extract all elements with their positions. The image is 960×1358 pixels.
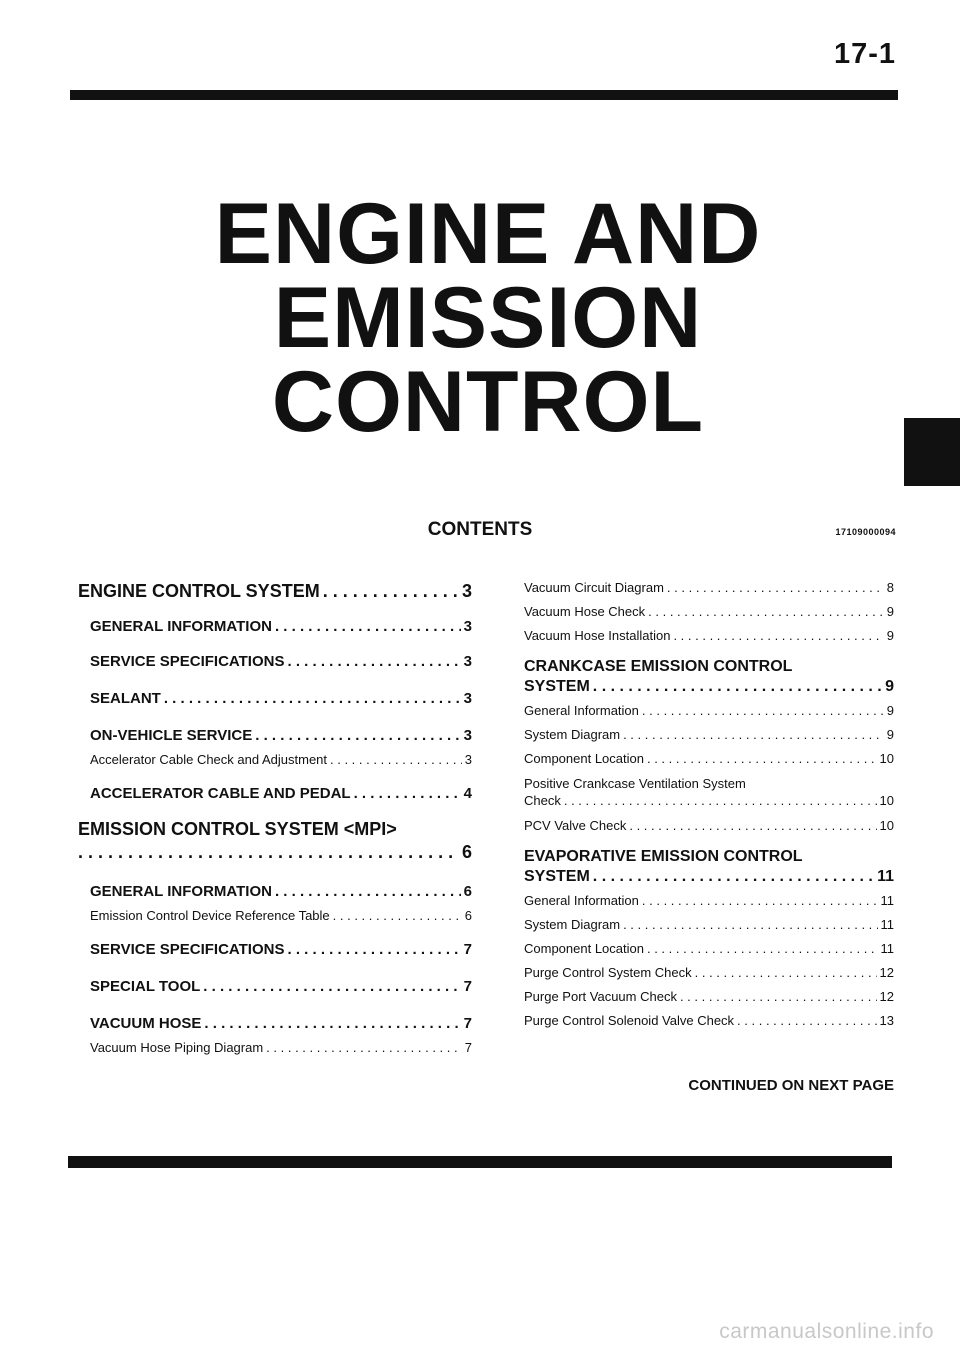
toc-entry-label: EMISSION CONTROL SYSTEM <MPI> [78,819,397,839]
toc-entry[interactable] [524,703,894,718]
dot-leader [330,752,462,767]
toc-entry-wrapped[interactable] [524,657,894,697]
toc-entry-page: 6 [463,883,472,900]
toc-entry-page: 3 [464,752,472,767]
dot-leader [680,989,877,1004]
continued-notice: CONTINUED ON NEXT PAGE [688,1077,894,1094]
dot-leader [333,908,462,923]
toc-entry[interactable] [90,690,472,707]
toc-entry-page: 7 [463,1015,472,1032]
toc-entry-wrapped[interactable] [78,818,472,863]
dot-leader [593,677,882,697]
toc-entry-page: 9 [886,703,894,718]
toc-entry-label: GENERAL INFORMATION [90,883,272,900]
chapter-title-line-3: CONTROL [271,354,705,450]
chapter-title-line-2: EMISSION [273,270,703,366]
toc-entry-label: General Information [524,893,639,908]
toc-entry[interactable] [524,580,894,595]
toc-entry-label: Component Location [524,751,644,766]
toc-entry-label: Vacuum Hose Check [524,604,646,619]
toc-entry-label: Vacuum Hose Installation [524,628,671,643]
toc-entry-page: 6 [461,842,472,862]
toc-entry-label: Vacuum Hose Piping Diagram [90,1040,264,1055]
dot-leader [695,965,877,980]
toc-entry-page: 12 [879,989,894,1004]
toc-entry[interactable] [90,1040,472,1055]
toc-entry[interactable] [90,883,472,900]
dot-leader [204,1015,460,1032]
toc-entry-label: PCV Valve Check [524,818,627,833]
toc-entry[interactable] [524,989,894,1004]
toc-entry-page: 6 [464,908,472,923]
contents-heading: CONTENTS [427,519,533,540]
toc-entry-label: System Diagram [524,727,621,742]
dot-leader [287,653,460,670]
toc-entry-page: 4 [463,785,472,802]
toc-entry[interactable] [90,908,472,923]
toc-entry-label: VACUUM HOSE [90,1015,202,1032]
toc-entry-label: GENERAL INFORMATION [90,618,272,635]
toc-entry-label: SERVICE SPECIFICATIONS [90,653,285,670]
dot-leader [354,785,461,802]
toc-entry-page: 3 [461,581,472,601]
toc-entry-page: 9 [886,727,894,742]
toc-entry-page: 7 [464,1040,472,1055]
chapter-title [80,186,896,450]
toc-entry-label: CRANKCASE EMISSION CONTROL [524,658,793,675]
toc-entry-page: 9 [885,678,894,695]
watermark: carmanualsonline.info [719,1320,934,1343]
chapter-title-line-1: ENGINE AND [214,186,762,282]
toc-entry-page: 3 [463,690,472,707]
toc-entry[interactable] [90,618,472,635]
toc-entry-label: Accelerator Cable Check and Adjustment [90,752,328,767]
toc-entry-label: Component Location [524,941,644,956]
document-code: 17109000094 [835,527,896,537]
toc-entry-second-line [78,842,472,863]
toc-entry[interactable] [524,941,894,956]
dot-leader [275,883,461,900]
dot-leader [623,917,877,932]
bottom-rule [68,1156,892,1168]
dot-leader [323,581,459,602]
toc-entry[interactable] [90,752,472,767]
toc-entry-label: EVAPORATIVE EMISSION CONTROL [524,848,803,865]
toc-entry-label: SERVICE SPECIFICATIONS [90,941,285,958]
toc-entry-second-line [524,867,894,887]
toc-entry-page: 12 [879,965,894,980]
toc-entry[interactable] [524,965,894,980]
toc-entry-wrapped[interactable] [524,847,894,887]
toc-entry-page: 8 [886,580,894,595]
toc-entry-label: Vacuum Circuit Diagram [524,580,664,595]
dot-leader [629,818,876,833]
toc-entry-page: 10 [879,751,894,766]
toc-entry-label: Emission Control Device Reference Table [90,908,330,923]
toc-entry-page: 10 [879,818,894,833]
dot-leader [642,703,884,718]
toc-entry-label: ON-VEHICLE SERVICE [90,727,253,744]
contents-left-column [78,576,472,1055]
toc-entry-page: 3 [463,618,472,635]
toc-entry-label: Purge Control System Check [524,965,692,980]
toc-entry-page: 7 [463,978,472,995]
dot-leader [623,727,884,742]
dot-leader [673,628,883,643]
toc-entry[interactable] [524,751,894,766]
toc-entry-page: 3 [463,727,472,744]
dot-leader [164,690,461,707]
toc-entry-label: Positive Crankcase Ventilation System [524,776,746,791]
toc-entry-label: Purge Port Vacuum Check [524,989,677,1004]
section-tab-marker [904,418,960,486]
toc-entry[interactable] [90,941,472,958]
toc-entry[interactable] [524,917,894,932]
toc-entry[interactable] [524,628,894,643]
dot-leader [203,978,460,995]
toc-entry[interactable] [78,576,472,602]
top-rule [70,90,898,100]
toc-entry[interactable] [524,1013,894,1028]
toc-entry-label-continued: SYSTEM [524,678,590,695]
dot-leader [667,580,884,595]
toc-entry[interactable] [90,978,472,995]
dot-leader [287,941,460,958]
toc-entry-page: 11 [880,917,894,932]
toc-entry-label-continued: SYSTEM [524,868,590,885]
toc-entry-page: 10 [879,793,894,808]
toc-entry-label-continued: Check [524,793,561,808]
dot-leader [647,941,878,956]
toc-entry-second-line [524,677,894,697]
toc-entry-label: ENGINE CONTROL SYSTEM [78,581,320,601]
toc-entry-second-line [524,792,894,809]
toc-entry-page: 3 [463,653,472,670]
dot-leader [275,618,461,635]
toc-entry-page: 9 [886,628,894,643]
dot-leader [266,1040,462,1055]
dot-leader [593,867,874,887]
toc-entry-wrapped[interactable] [524,775,894,809]
page-number: 17-1 [833,38,896,70]
toc-entry[interactable] [524,727,894,742]
dot-leader [642,893,878,908]
dot-leader [78,842,459,863]
toc-entry[interactable] [90,727,472,744]
toc-entry[interactable] [524,818,894,833]
toc-entry-label: SEALANT [90,690,161,707]
toc-entry[interactable] [90,653,472,670]
dot-leader [648,604,884,619]
toc-entry-page: 11 [880,893,894,908]
toc-entry[interactable] [524,604,894,619]
dot-leader [255,727,460,744]
toc-entry[interactable] [524,893,894,908]
toc-entry-page: 7 [463,941,472,958]
dot-leader [737,1013,876,1028]
toc-entry-page: 9 [886,604,894,619]
dot-leader [564,792,877,809]
toc-entry-page: 11 [880,941,894,956]
toc-entry-label: Purge Control Solenoid Valve Check [524,1013,735,1028]
toc-entry-label: General Information [524,703,639,718]
contents-right-column [524,576,894,1028]
toc-entry-label: System Diagram [524,917,621,932]
toc-entry-label: ACCELERATOR CABLE AND PEDAL [90,785,351,802]
toc-entry-page: 13 [879,1013,894,1028]
dot-leader [647,751,877,766]
toc-entry-label: SPECIAL TOOL [90,978,201,995]
toc-entry[interactable] [90,1015,472,1032]
toc-entry-page: 11 [877,868,894,885]
toc-entry[interactable] [90,785,472,802]
